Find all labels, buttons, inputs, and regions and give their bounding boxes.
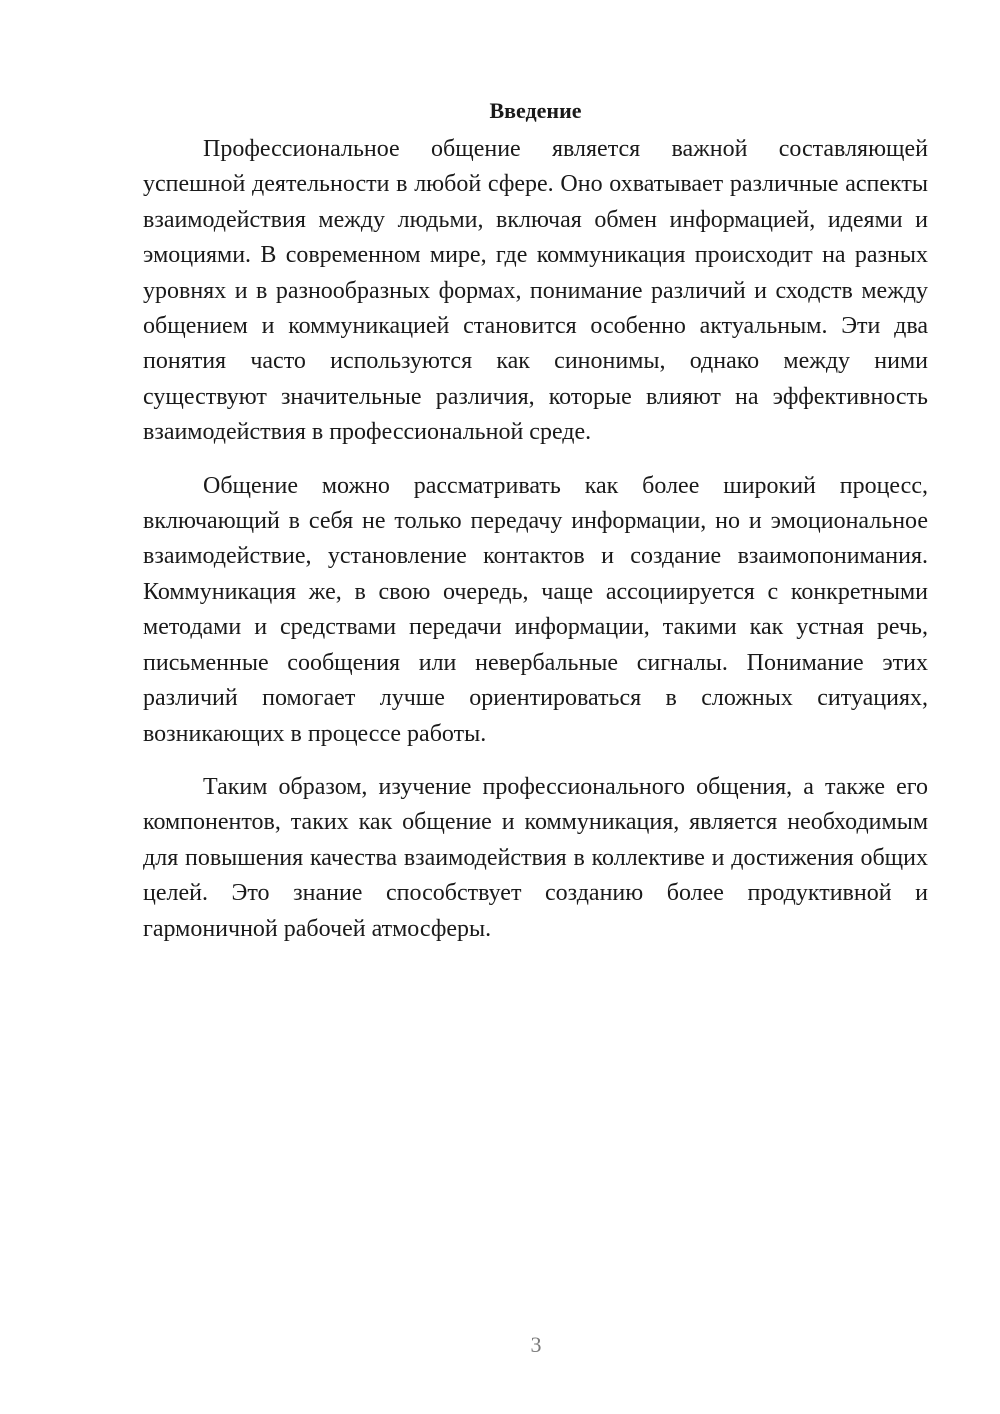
page-number: 3	[530, 1332, 542, 1357]
page-content	[143, 92, 928, 947]
section-heading: Введение	[489, 98, 582, 123]
paragraph-2: Общение можно рассматривать как более широкий процесс, включающий в себя не только передачу информации, но и эмоциональное взаимодействие, установление контактов и создание взаимопонимания. Коммуникация же, в свою очередь, чаще ассоциируется с конкретными методами и средствами передачи информации, такими как устная речь, письменные сообщения или невербальные сигналы. Понимание этих различий помогает лучше ориентироваться в сложных ситуациях, возникающих в процессе работы.	[143, 472, 928, 747]
paragraph-1: Профессиональное общение является важной составляющей успешной деятельности в любой сфере. Оно охватывает различные аспекты взаимодействия между людьми, включая обмен информацией, идеями и эмоциями. В современном мире, где коммуникация происходит на разных уровнях и в разнообразных формах, понимание различий и сходств между общением и коммуникацией становится особенно актуальным. Эти два понятия часто используются как синонимы, однако между ними существуют значительные различия, которые влияют на эффективность взаимодействия в профессиональной среде.	[143, 136, 928, 446]
paragraph-3: Таким образом, изучение профессионального общения, а также его компонентов, таких как общение и коммуникация, является необходимым для повышения качества взаимодействия в коллективе и достижения общих целей. Это знание способствует созданию более продуктивной и гармоничной рабочей атмосферы.	[143, 773, 928, 942]
